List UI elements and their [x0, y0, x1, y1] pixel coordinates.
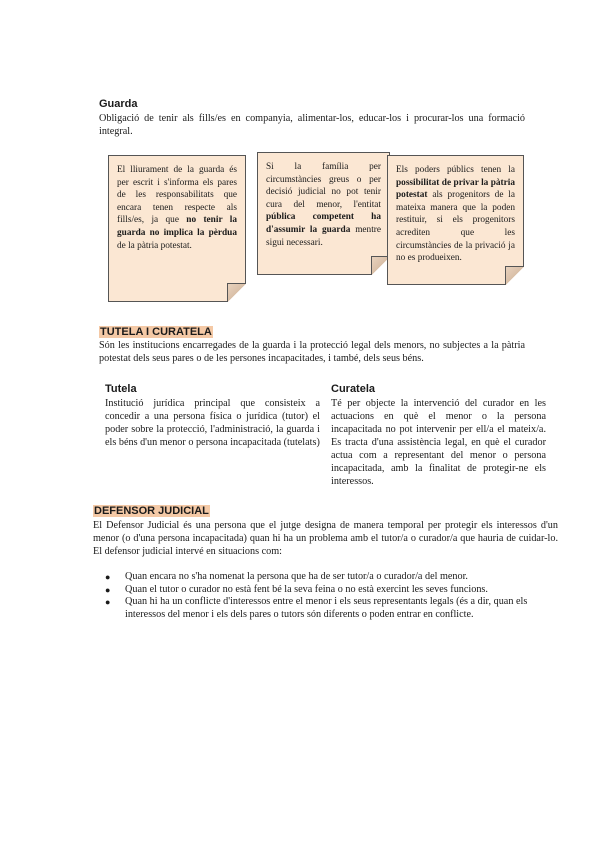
curatela-heading: Curatela — [331, 383, 376, 395]
note-2-post: mentre sigui necessari. — [266, 224, 382, 248]
tutela-curatela-heading-text: TUTELA I CURATELA — [100, 326, 212, 338]
list-item — [93, 571, 565, 584]
guarda-heading: Guarda — [99, 98, 138, 110]
note-1-post: de la pàtria potestat. — [117, 240, 192, 251]
page-curl-icon — [505, 266, 524, 285]
note-3-post: als progenitors de la mateixa manera que la poden restituir, si els progenitors acrediten que les circumstàncies de la privació ja no es produeixen. — [396, 190, 515, 264]
tutela-heading: Tutela — [105, 383, 137, 395]
list-item — [93, 584, 565, 597]
bullet-icon: ● — [105, 597, 111, 607]
curatela-text: Té per objecte la intervenció del curador en les actuacions en què el menor o la persona incapacitada no pot intervenir per ell/a el mateix/a. Es tracta d'una assistència legal, en què el curador actua com a representant del menor o persona incapacitada, amb la finalitat de protegir-ne els interessos. — [331, 398, 546, 487]
note-3-pre: Els poders públics tenen la — [396, 165, 515, 175]
note-guarda-lliurament — [108, 155, 246, 302]
note-entitat-publica — [257, 152, 390, 275]
bullet-icon: ● — [105, 584, 111, 595]
bullet-icon: ● — [105, 572, 111, 582]
defensor-heading — [93, 505, 210, 517]
defensor-heading-text: DEFENSOR JUDICIAL — [94, 505, 209, 517]
note-2-bold: pública competent ha d'assumir la guarda — [266, 212, 381, 235]
list-item-text: Quan hi ha un conflicte d'interessos entre el menor i els seus representants legals (és a dir, quan els interessos del menor i els dels pares o tutors són diferents o poden entrar en conflicte. — [125, 596, 528, 620]
list-item-text: Quan el tutor o curador no està fent bé la seva feina o no està exercint les seves funcions. — [125, 583, 488, 595]
tutela-curatela-text: Són les institucions encarregades de la guarda i la protecció legal dels menors, no subjectes a la pàtria potestat dels seus pares o de les persones incapacitades, i també, dels seus béns. — [99, 340, 525, 364]
defensor-text: El Defensor Judicial és una persona que el jutge designa de manera temporal per protegir els interessos d'un menor (o d'una persona incapacitada) quan hi ha un problema amb el tutor/a o curador/a que hauria de cuidar-lo. El defensor judicial intervé en situacions com: — [93, 520, 558, 557]
note-1-bold: no tenir la guarda no implica la pèrdua — [117, 215, 237, 238]
tutela-text: Institució jurídica principal que consisteix a concedir a una persona física o jurídica (tutor) el poder sobre la protecció, l'administració, la guarda i els béns d'un menor o persona incapacitada (tutelats) — [105, 398, 320, 448]
note-1-pre: El lliurament de la guarda és per escrit i s'informa els pares de les responsabilitats que encara tenen respecte als fills/es, ja que — [117, 165, 237, 226]
list-item — [93, 596, 565, 621]
tutela-curatela-heading — [99, 326, 213, 338]
guarda-text: Obligació de tenir als fills/es en companyia, alimentar-los, educar-los i procurar-los una formació integral. — [99, 113, 525, 137]
note-3-bold: possibilitat de privar la pàtria potestat — [396, 177, 515, 201]
list-item-text: Quan encara no s'ha nomenat la persona que ha de ser tutor/a o curador/a del menor. — [125, 571, 468, 582]
note-2-pre: Si la família per circumstàncies greus o per decisió judicial no pot tenir cura del menor, l'entitat — [266, 162, 381, 210]
note-poders-publics — [387, 155, 524, 285]
defensor-situations-list — [93, 571, 565, 621]
page-curl-icon — [227, 283, 246, 302]
